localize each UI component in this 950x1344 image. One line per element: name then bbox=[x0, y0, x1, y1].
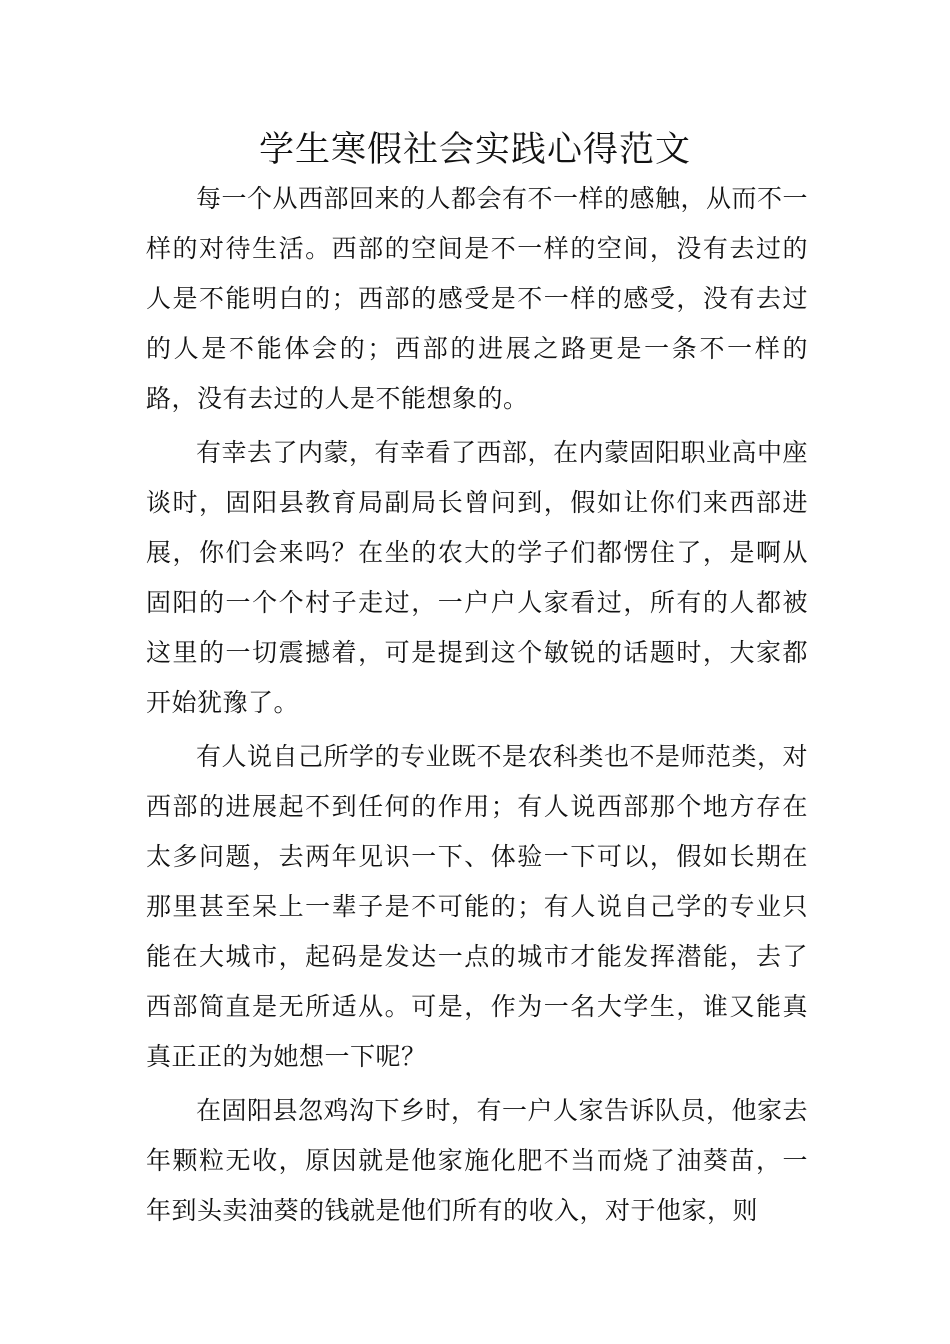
paragraph-3: 有人说自己所学的专业既不是农科类也不是师范类，对西部的进展起不到任何的作用；有人说西部那个地方存在太多问题，去两年见识一下、体验一下可以，假如长期在那里甚至呆上一辈子是不可能的；有人说自己学的专业只能在大城市，起码是发达一点的城市才能发挥潜能，去了西部简直是无所适从。可是，作为一名大学生，谁又能真真正正的为她想一下呢？ bbox=[146, 742, 809, 1071]
document-title: 学生寒假社会实践心得范文 bbox=[258, 130, 691, 170]
paragraph-1: 每一个从西部回来的人都会有不一样的感触，从而不一样的对待生活。西部的空间是不一样的空间，没有去过的人是不能明白的；西部的感受是不一样的感受，没有去过的人是不能体会的；西部的进展之路更是一条不一样的路，没有去过的人是不能想象的。 bbox=[146, 184, 809, 413]
paragraph-4: 在固阳县忽鸡沟下乡时，有一户人家告诉队员，他家去年颗粒无收，原因就是他家施化肥不当而烧了油葵苗，一年到头卖油葵的钱就是他们所有的收入，对于他家，则 bbox=[146, 1096, 809, 1225]
document-body bbox=[146, 174, 808, 1240]
paragraph-2: 有幸去了内蒙，有幸看了西部，在内蒙固阳职业高中座谈时，固阳县教育局副局长曾问到，假如让你们来西部进展，你们会来吗？在坐的农大的学子们都愣住了，是啊从固阳的一个个村子走过，一户户人家看过，所有的人都被这里的一切震撼着，可是提到这个敏锐的话题时，大家都开始犹豫了。 bbox=[146, 438, 809, 717]
